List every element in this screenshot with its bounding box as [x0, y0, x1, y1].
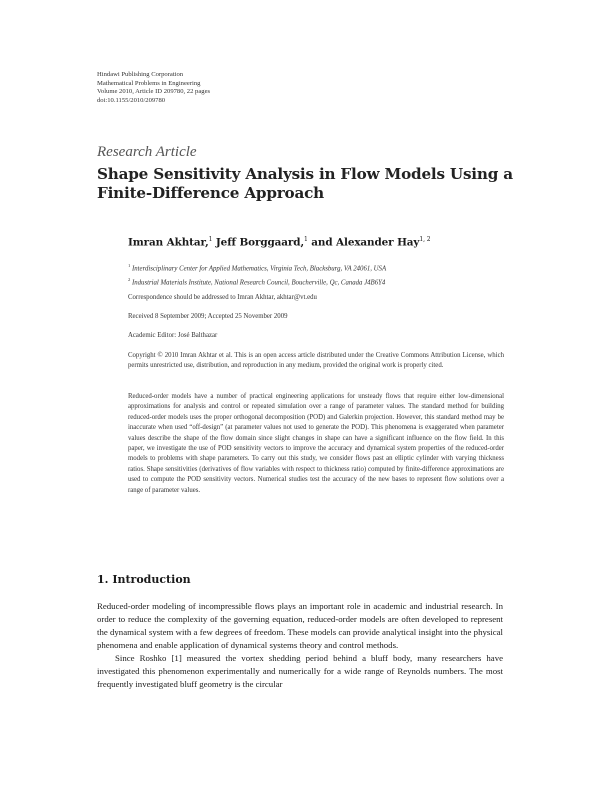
volume-line: Volume 2010, Article ID 209780, 22 pages	[97, 88, 211, 96]
dates: Received 8 September 2009; Accepted 25 November 2009	[128, 313, 288, 320]
copyright-notice: Copyright © 2010 Imran Akhtar et al. This is an open access article distributed under the Creative Commons Attribution License, which permits unrestricted use, distribution, and reproduction in any medium, provided the original work is properly cited.	[128, 352, 504, 370]
author-2: Jeff Borggaard,	[212, 236, 304, 249]
journal-header	[97, 71, 210, 105]
author-2-affil: 1	[304, 236, 308, 243]
author-3: and Alexander Hay	[307, 236, 420, 249]
author-1: Imran Akhtar,	[128, 236, 209, 249]
paper-title: Shape Sensitivity Analysis in Flow Models Using a Finite-Difference Approach	[97, 165, 513, 202]
author-list	[128, 236, 430, 248]
intro-paragraph-2: Since Roshko [1] measured the vortex shedding period behind a bluff body, many researchers have investigated this phenomenon experimentally and numerically for a wide range of Reynolds numbers. The most frequently investigated bluff geometry is the circular	[97, 653, 503, 689]
publisher-line: Hindawi Publishing Corporation	[97, 71, 184, 78]
author-3-affil: 1, 2	[419, 236, 431, 243]
intro-paragraph-1: Reduced-order modeling of incompressible flows plays an important role in academic and industrial research. In order to reduce the complexity of the governing equation, reduced-order models are often developed to represent the dynamical system with a few degrees of freedom. These models can provide analytical insight into the physical phenomena and enable application of dynamical systems theory and control methods.	[97, 601, 503, 650]
author-1-affil: 1	[208, 236, 213, 243]
affiliation-1: $^1$ Interdisciplinary Center for Applied Mathematics, Virginia Tech, Blacksburg, VA 24061, USA	[128, 263, 387, 273]
doi-line: doi:10.1155/2010/209780	[97, 96, 166, 104]
academic-editor: Academic Editor: José Balthazar	[128, 332, 218, 339]
abstract: Reduced-order models have a number of practical engineering applications for unsteady flows that require either low-dimensional approximations for analysis and control or repeated simulation over a range of parameter values. The standard method for building reduced-order models uses the proper orthogonal decomposition (POD) and Galerkin projection. However, this standard method may be inaccurate when used “off-design” (at parameter values not used to generate the POD). This phenomena is exaggerated when parameter values describe the shape of the flow domain since slight changes in shape can have a significant influence on the flow field. In this paper, we investigate the use of POD sensitivity vectors to improve the accuracy and dynamical system properties of the reduced-order models to problems with shape parameters. To carry out this study, we consider flows past an elliptic cylinder with varying thickness ratios. Shape sensitivities (derivatives of flow variables with respect to thickness ratio) computed by finite-difference approximations are used to compute the POD sensitivity vectors. Numerical studies test the accuracy of the new bases to represent flow solutions over a range of parameter values.	[128, 393, 504, 494]
section-heading: 1. Introduction	[97, 573, 191, 586]
affiliation-2: $^2$ Industrial Materials Institute, National Research Council, Boucherville, Qc, Canada J4B6Y4	[128, 276, 386, 287]
correspondence: Correspondence should be addressed to Imran Akhtar, akhtar@vt.edu	[128, 294, 317, 301]
journal-name: Mathematical Problems in Engineering	[97, 79, 201, 87]
affiliations	[128, 261, 386, 289]
introduction-body	[97, 600, 503, 691]
article-type: Research Article	[97, 144, 197, 160]
